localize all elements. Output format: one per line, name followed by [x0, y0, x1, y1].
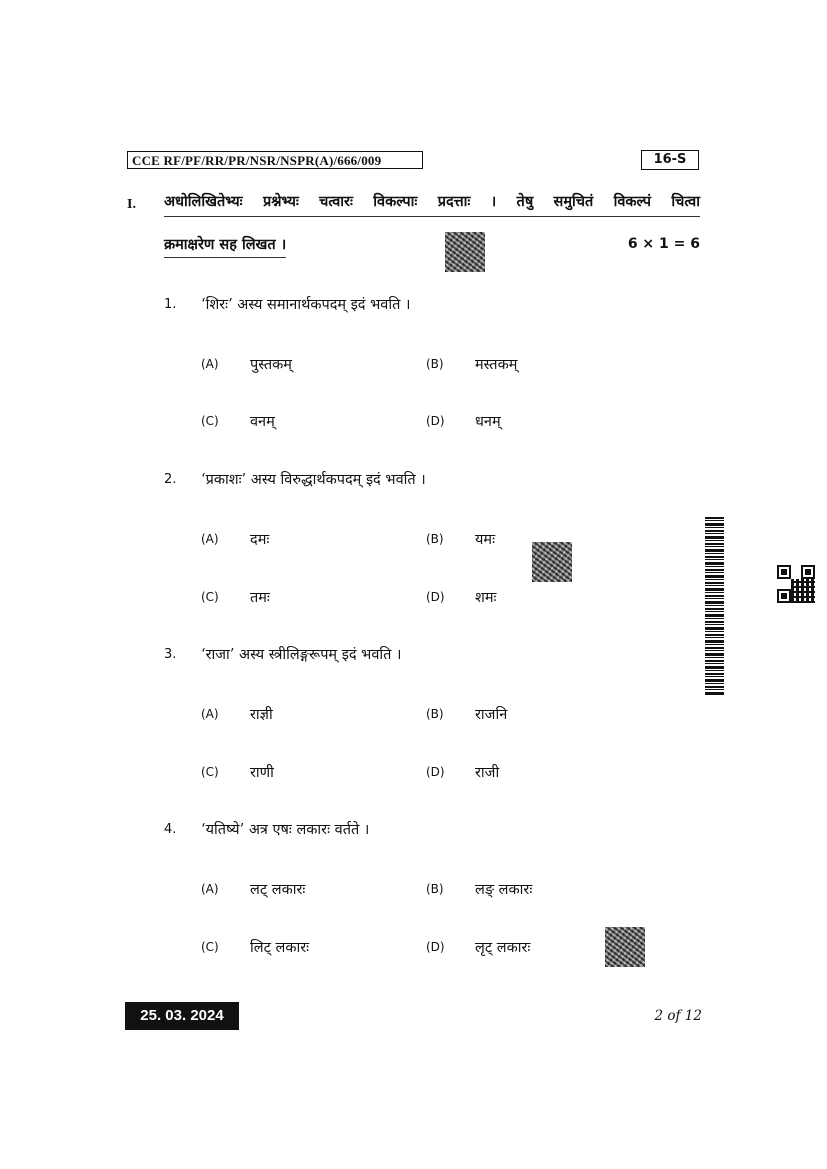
- page-number: 2 of 12: [654, 1008, 702, 1024]
- option-letter: (D): [426, 414, 445, 428]
- option-letter: (B): [426, 707, 444, 721]
- instruction-line-1: अधोलिखितेभ्यः प्रश्नेभ्यः चत्वारः विकल्पाः प्रदत्ताः । तेषु समुचितं विकल्पं चित्वा: [164, 190, 700, 217]
- option-letter: (B): [426, 882, 444, 896]
- question-text: ‘यतिष्ये’ अत्र एषः लकारः वर्तते ।: [201, 822, 370, 838]
- option-letter: (D): [426, 940, 445, 954]
- option-letter: (C): [201, 590, 219, 604]
- barcode-icon: [705, 517, 724, 695]
- option-text: शमः: [475, 590, 497, 606]
- question-number: 2.: [164, 472, 177, 487]
- question-text: ‘शिरः’ अस्य समानार्थकपदम् इदं भवति ।: [201, 297, 411, 313]
- option-text: यमः: [475, 532, 496, 548]
- option-letter: (B): [426, 357, 444, 371]
- question-text: ‘प्रकाशः’ अस्य विरुद्धार्थकपदम् इदं भवति ।: [201, 472, 426, 488]
- question-number: 3.: [164, 647, 177, 662]
- exam-date: 25. 03. 2024: [125, 1002, 239, 1030]
- option-text: लट् लकारः: [250, 882, 306, 898]
- option-text: पुस्तकम्: [250, 357, 292, 373]
- noise-watermark-icon: [445, 232, 485, 272]
- option-text: लिट् लकारः: [250, 940, 310, 956]
- option-letter: (C): [201, 765, 219, 779]
- option-text: दमः: [250, 532, 270, 548]
- option-letter: (D): [426, 765, 445, 779]
- option-letter: (A): [201, 357, 219, 371]
- option-text: मस्तकम्: [475, 357, 518, 373]
- option-text: लङ् लकारः: [475, 882, 533, 898]
- option-text: राजनि: [475, 707, 508, 723]
- noise-watermark-icon: [605, 927, 645, 967]
- question-text: ‘राजा’ अस्य स्त्रीलिङ्गरूपम् इदं भवति ।: [201, 647, 402, 663]
- option-text: लृट् लकारः: [475, 940, 531, 956]
- option-text: वनम्: [250, 414, 275, 430]
- instruction-line-2: क्रमाक्षरेण सह लिखत ।: [164, 234, 286, 258]
- option-letter: (C): [201, 414, 219, 428]
- option-text: तमः: [250, 590, 270, 606]
- section-number: I.: [127, 197, 136, 212]
- question-number: 1.: [164, 297, 177, 312]
- option-letter: (A): [201, 707, 219, 721]
- noise-watermark-icon: [532, 542, 572, 582]
- option-text: धनम्: [475, 414, 501, 430]
- option-letter: (B): [426, 532, 444, 546]
- marks-allocation: 6 × 1 = 6: [627, 236, 700, 252]
- option-letter: (D): [426, 590, 445, 604]
- option-text: राजी: [475, 765, 500, 781]
- option-letter: (C): [201, 940, 219, 954]
- exam-code: CCE RF/PF/RR/PR/NSR/NSPR(A)/666/009: [127, 151, 423, 169]
- option-letter: (A): [201, 532, 219, 546]
- set-code: 16-S: [641, 150, 699, 170]
- option-letter: (A): [201, 882, 219, 896]
- option-text: राणी: [250, 765, 274, 781]
- option-text: राज्ञी: [250, 707, 273, 723]
- question-number: 4.: [164, 822, 177, 837]
- qr-code-icon: [777, 565, 815, 603]
